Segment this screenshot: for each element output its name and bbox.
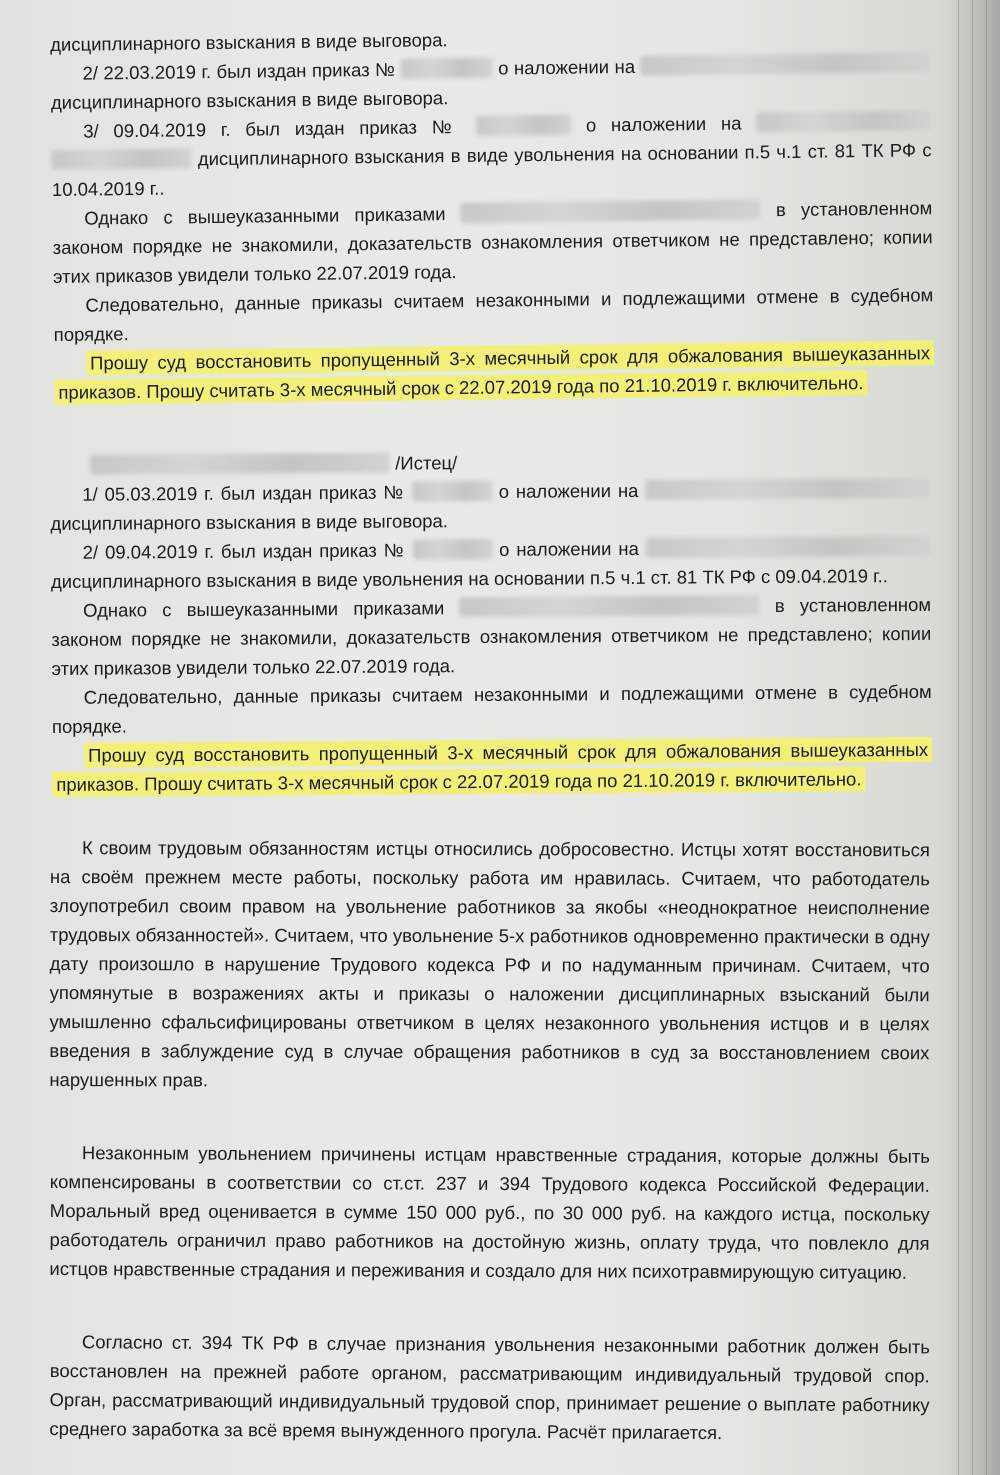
redacted-name (461, 199, 761, 223)
order-1-tail: дисциплинарного взыскания в виде выговора. (50, 510, 448, 534)
section-duties (49, 833, 930, 1096)
paragraph-duties: К своим трудовым обязанностям истцы относились добросовестно. Истцы хотят восстановиться на своём прежнем месте работы, поскольку работа им нравилась. Считаем, что работодатель злоупотребил своим правом на увольнение работников за якобы «неоднократное неисполнение трудовых обязанностей». Считаем, что увольнение 5-х работников одновременно практически в одну дату произошло в нарушение Трудового кодекса РФ и по надуманным причинам. Считаем, что упомянутые в возражениях акты и приказы о наложении дисциплинарных взысканий были умышленно сфальсифицированы ответчиком в целях незаконного увольнения истцов и в целях введения в заблуждение суд в случае обращения работников в суд за восстановлением своих нарушенных прав. (49, 837, 930, 1091)
order-3 (51, 106, 932, 204)
order-1-mid: о наложении на (498, 479, 639, 502)
redacted-order-number (412, 539, 492, 560)
section-second-plaintiff (50, 445, 932, 799)
order-1-head: 1/ 05.03.2019 г. был издан приказ № (82, 481, 406, 505)
order-2-mid: о наложении на (498, 55, 636, 79)
page-edge-line (972, 0, 973, 1475)
order-2-tail: дисциплинарного взыскания в виде увольнения на основании п.5 ч.1 ст. 81 ТК РФ с 09.04.2019 г.. (50, 565, 888, 592)
redacted-order-number (401, 58, 493, 79)
plaintiff-label: /Истец/ (395, 452, 458, 474)
orders-unlawful: Следовательно, данные приказы считаем незаконными и подлежащими отмене в судебном порядке. (51, 680, 932, 737)
order-2-head: 2/ 09.04.2019 г. был издан приказ № (82, 539, 406, 563)
order-3-mid: о наложении на (585, 112, 742, 136)
page-edge-shadow (948, 0, 1000, 1475)
order-2-mid: о наложении на (499, 537, 639, 560)
deadline-request (54, 338, 935, 407)
paragraph-moral-damage: Незаконным увольнением причинены истцам нравственные страдания, которые должны быть компенсированы в соответствии со ст.ст. 237 и 394 Трудового кодекса Российской Федерации. Моральный вред оценивается в сумме 150 000 руб., по 30 000 руб. на каждого истца, поскольку работодатель ограничил право работников на достойную жизнь, оплату труда, что повлекло для истцов нравственные страдания и переживания и создало для них психотравмирующую ситуацию. (49, 1142, 930, 1283)
order-1 (50, 474, 930, 538)
document-body (49, 29, 934, 1444)
page-edge-line (958, 0, 959, 1475)
order-3-head: 3/ 09.04.2019 г. был издан приказ № (83, 115, 462, 142)
not-acquainted-head: Однако с вышеуказанными приказами (84, 203, 446, 229)
order-3-tail: дисциплинарного взыскания в виде увольнения на основании п.5 ч.1 ст. 81 ТК РФ с 10.04.2019 г.. (51, 139, 932, 200)
redacted-name (646, 536, 931, 558)
redacted-name (51, 148, 191, 170)
spacer (50, 799, 930, 833)
not-acquainted (52, 193, 933, 291)
spacer (50, 407, 930, 451)
redacted-plaintiff-name (90, 453, 390, 475)
redacted-name (645, 478, 930, 500)
redacted-name (756, 110, 931, 132)
not-acquainted-head: Однако с вышеуказанными приказами (83, 597, 445, 621)
not-acquainted-tail: в установленном законом порядке не знакомили, доказательств ознакомления ответчиком не представлено; копии этих приказов увидели только 22.07.2019 года. (52, 197, 933, 287)
order-2 (50, 48, 931, 117)
paragraph-article-394: Согласно ст. 394 ТК РФ в случае признания увольнения незаконными работник должен быть восстановлен на прежней работе органом, рассматривающим индивидуальный трудовой спор. Орган, рассматривающий индивидуальный трудовой спор, принимает решение о выплате работнику среднего заработка за всё время вынужденного прогула. Расчёт прилагается. (49, 1331, 930, 1444)
order-2 (51, 532, 931, 596)
section-first-plaintiff (50, 19, 935, 407)
highlighted-request: Прошу суд восстановить пропущенный 3-х месячный срок для обжалования вышеуказанных приказов. Прошу считать 3-х месячный срок с 22.07.2019 года по 21.10.2019 г. включительно. (52, 737, 932, 797)
order-2-head: 2/ 22.03.2019 г. был издан приказ № (82, 58, 396, 84)
not-acquainted-tail: в установленном законом порядке не знакомили, доказательств ознакомления ответчиком не представлено; копии этих приказов увидели только 22.07.2019 года. (51, 593, 932, 679)
spacer (50, 1283, 930, 1327)
not-acquainted (51, 590, 932, 683)
redacted-order-number (476, 115, 571, 136)
order-1-tail: дисциплинарного взыскания в виде выговора. (50, 29, 448, 55)
section-moral-damage (49, 1138, 930, 1287)
redacted-name (640, 52, 930, 76)
orders-unlawful: Следовательно, данные приказы считаем незаконными и подлежащими отмене в судебном порядке. (53, 284, 934, 345)
highlighted-request: Прошу суд восстановить пропущенный 3-х месячный срок для обжалования вышеуказанных приказов. Прошу считать 3-х месячный срок с 22.07.2019 года по 21.10.2019 г. включительно. (54, 340, 934, 405)
redacted-name (459, 595, 759, 617)
deadline-request (52, 735, 932, 799)
page-edge-line (986, 0, 987, 1475)
section-article-394 (49, 1327, 930, 1448)
order-2-tail: дисциплинарного взыскания в виде выговора. (50, 87, 449, 113)
spacer (50, 1094, 930, 1138)
redacted-order-number (412, 481, 492, 502)
